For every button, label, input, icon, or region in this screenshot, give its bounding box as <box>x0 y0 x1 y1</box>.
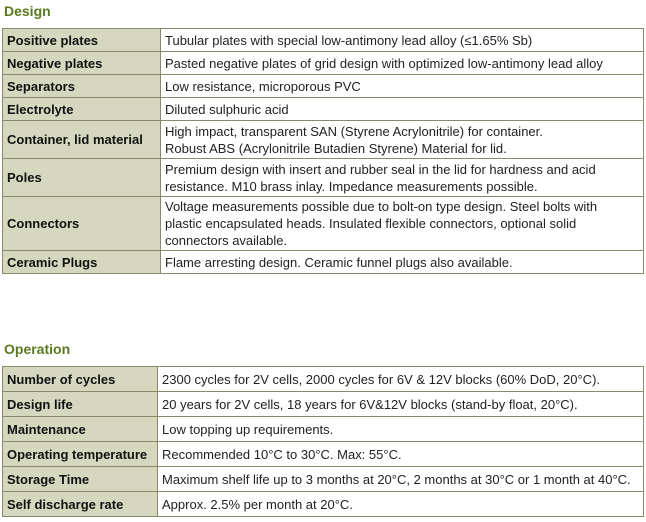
row-label: Number of cycles <box>3 367 158 392</box>
row-value-line: Maximum shelf life up to 3 months at 20°C, 2 months at 30°C or 1 month at 40°C. <box>162 471 631 487</box>
row-value-line: Robust ABS (Acrylonitrile Butadien Styrene) Material for lid. <box>165 140 507 156</box>
row-label: Ceramic Plugs <box>3 251 161 274</box>
row-label: Positive plates <box>3 29 161 52</box>
row-value <box>161 197 644 251</box>
row-label: Electrolyte <box>3 98 161 121</box>
row-value-line: 20 years for 2V cells, 18 years for 6V&12V blocks (stand-by float, 20°C). <box>162 396 578 412</box>
table-row <box>3 467 644 492</box>
row-value-line: Low topping up requirements. <box>162 421 334 437</box>
row-value <box>161 251 644 274</box>
row-value-line: Tubular plates with special low-antimony lead alloy (≤1.65% Sb) <box>165 32 533 48</box>
row-value <box>158 442 644 467</box>
operation-section-title: Operation <box>4 341 71 357</box>
row-value <box>161 52 644 75</box>
row-value-line: resistance. M10 brass inlay. Impedance measurements possible. <box>165 178 538 194</box>
row-value-line: Recommended 10°C to 30°C. Max: 55°C. <box>162 446 402 462</box>
row-value <box>158 392 644 417</box>
row-value-line: Pasted negative plates of grid design with optimized low-antimony lead alloy <box>165 55 603 71</box>
table-row <box>3 121 644 159</box>
row-value-line: 2300 cycles for 2V cells, 2000 cycles for 6V & 12V blocks (60% DoD, 20°C). <box>162 371 601 387</box>
row-value-line: Voltage measurements possible due to bolt-on type design. Steel bolts with <box>165 199 598 214</box>
row-label: Poles <box>3 159 161 197</box>
table-row <box>3 98 644 121</box>
row-label: Self discharge rate <box>3 492 158 517</box>
row-value <box>161 159 644 197</box>
row-value <box>158 467 644 492</box>
table-row <box>3 392 644 417</box>
table-row <box>3 251 644 274</box>
row-label: Operating temperature <box>3 442 158 467</box>
row-value <box>161 121 644 159</box>
row-value <box>161 98 644 121</box>
row-value-line: Approx. 2.5% per month at 20°C. <box>162 496 353 512</box>
table-row <box>3 159 644 197</box>
operation-table <box>2 366 644 517</box>
table-row <box>3 52 644 75</box>
row-value-line: plastic encapsulated heads. Insulated flexible connectors, optional solid <box>165 216 577 231</box>
row-value-line: Low resistance, microporous PVC <box>165 78 361 94</box>
row-label: Maintenance <box>3 417 158 442</box>
row-value <box>158 367 644 392</box>
table-row <box>3 492 644 517</box>
row-label: Storage Time <box>3 467 158 492</box>
table-row <box>3 417 644 442</box>
row-value <box>158 492 644 517</box>
row-value-line: Flame arresting design. Ceramic funnel plugs also available. <box>165 254 513 270</box>
row-label: Separators <box>3 75 161 98</box>
row-label: Design life <box>3 392 158 417</box>
table-row <box>3 197 644 251</box>
design-section-title: Design <box>4 3 51 19</box>
table-row <box>3 367 644 392</box>
row-label: Container, lid material <box>3 121 161 159</box>
row-value-line: Premium design with insert and rubber seal in the lid for hardness and acid <box>165 161 596 177</box>
table-row <box>3 442 644 467</box>
design-table <box>2 28 644 274</box>
row-value <box>161 75 644 98</box>
table-row <box>3 75 644 98</box>
row-value <box>161 29 644 52</box>
table-row <box>3 29 644 52</box>
row-value-line: High impact, transparent SAN (Styrene Acrylonitrile) for container. <box>165 123 543 139</box>
row-value-line: connectors available. <box>165 233 288 248</box>
row-value <box>158 417 644 442</box>
row-label: Connectors <box>3 197 161 251</box>
row-label: Negative plates <box>3 52 161 75</box>
row-value-line: Diluted sulphuric acid <box>165 101 289 117</box>
